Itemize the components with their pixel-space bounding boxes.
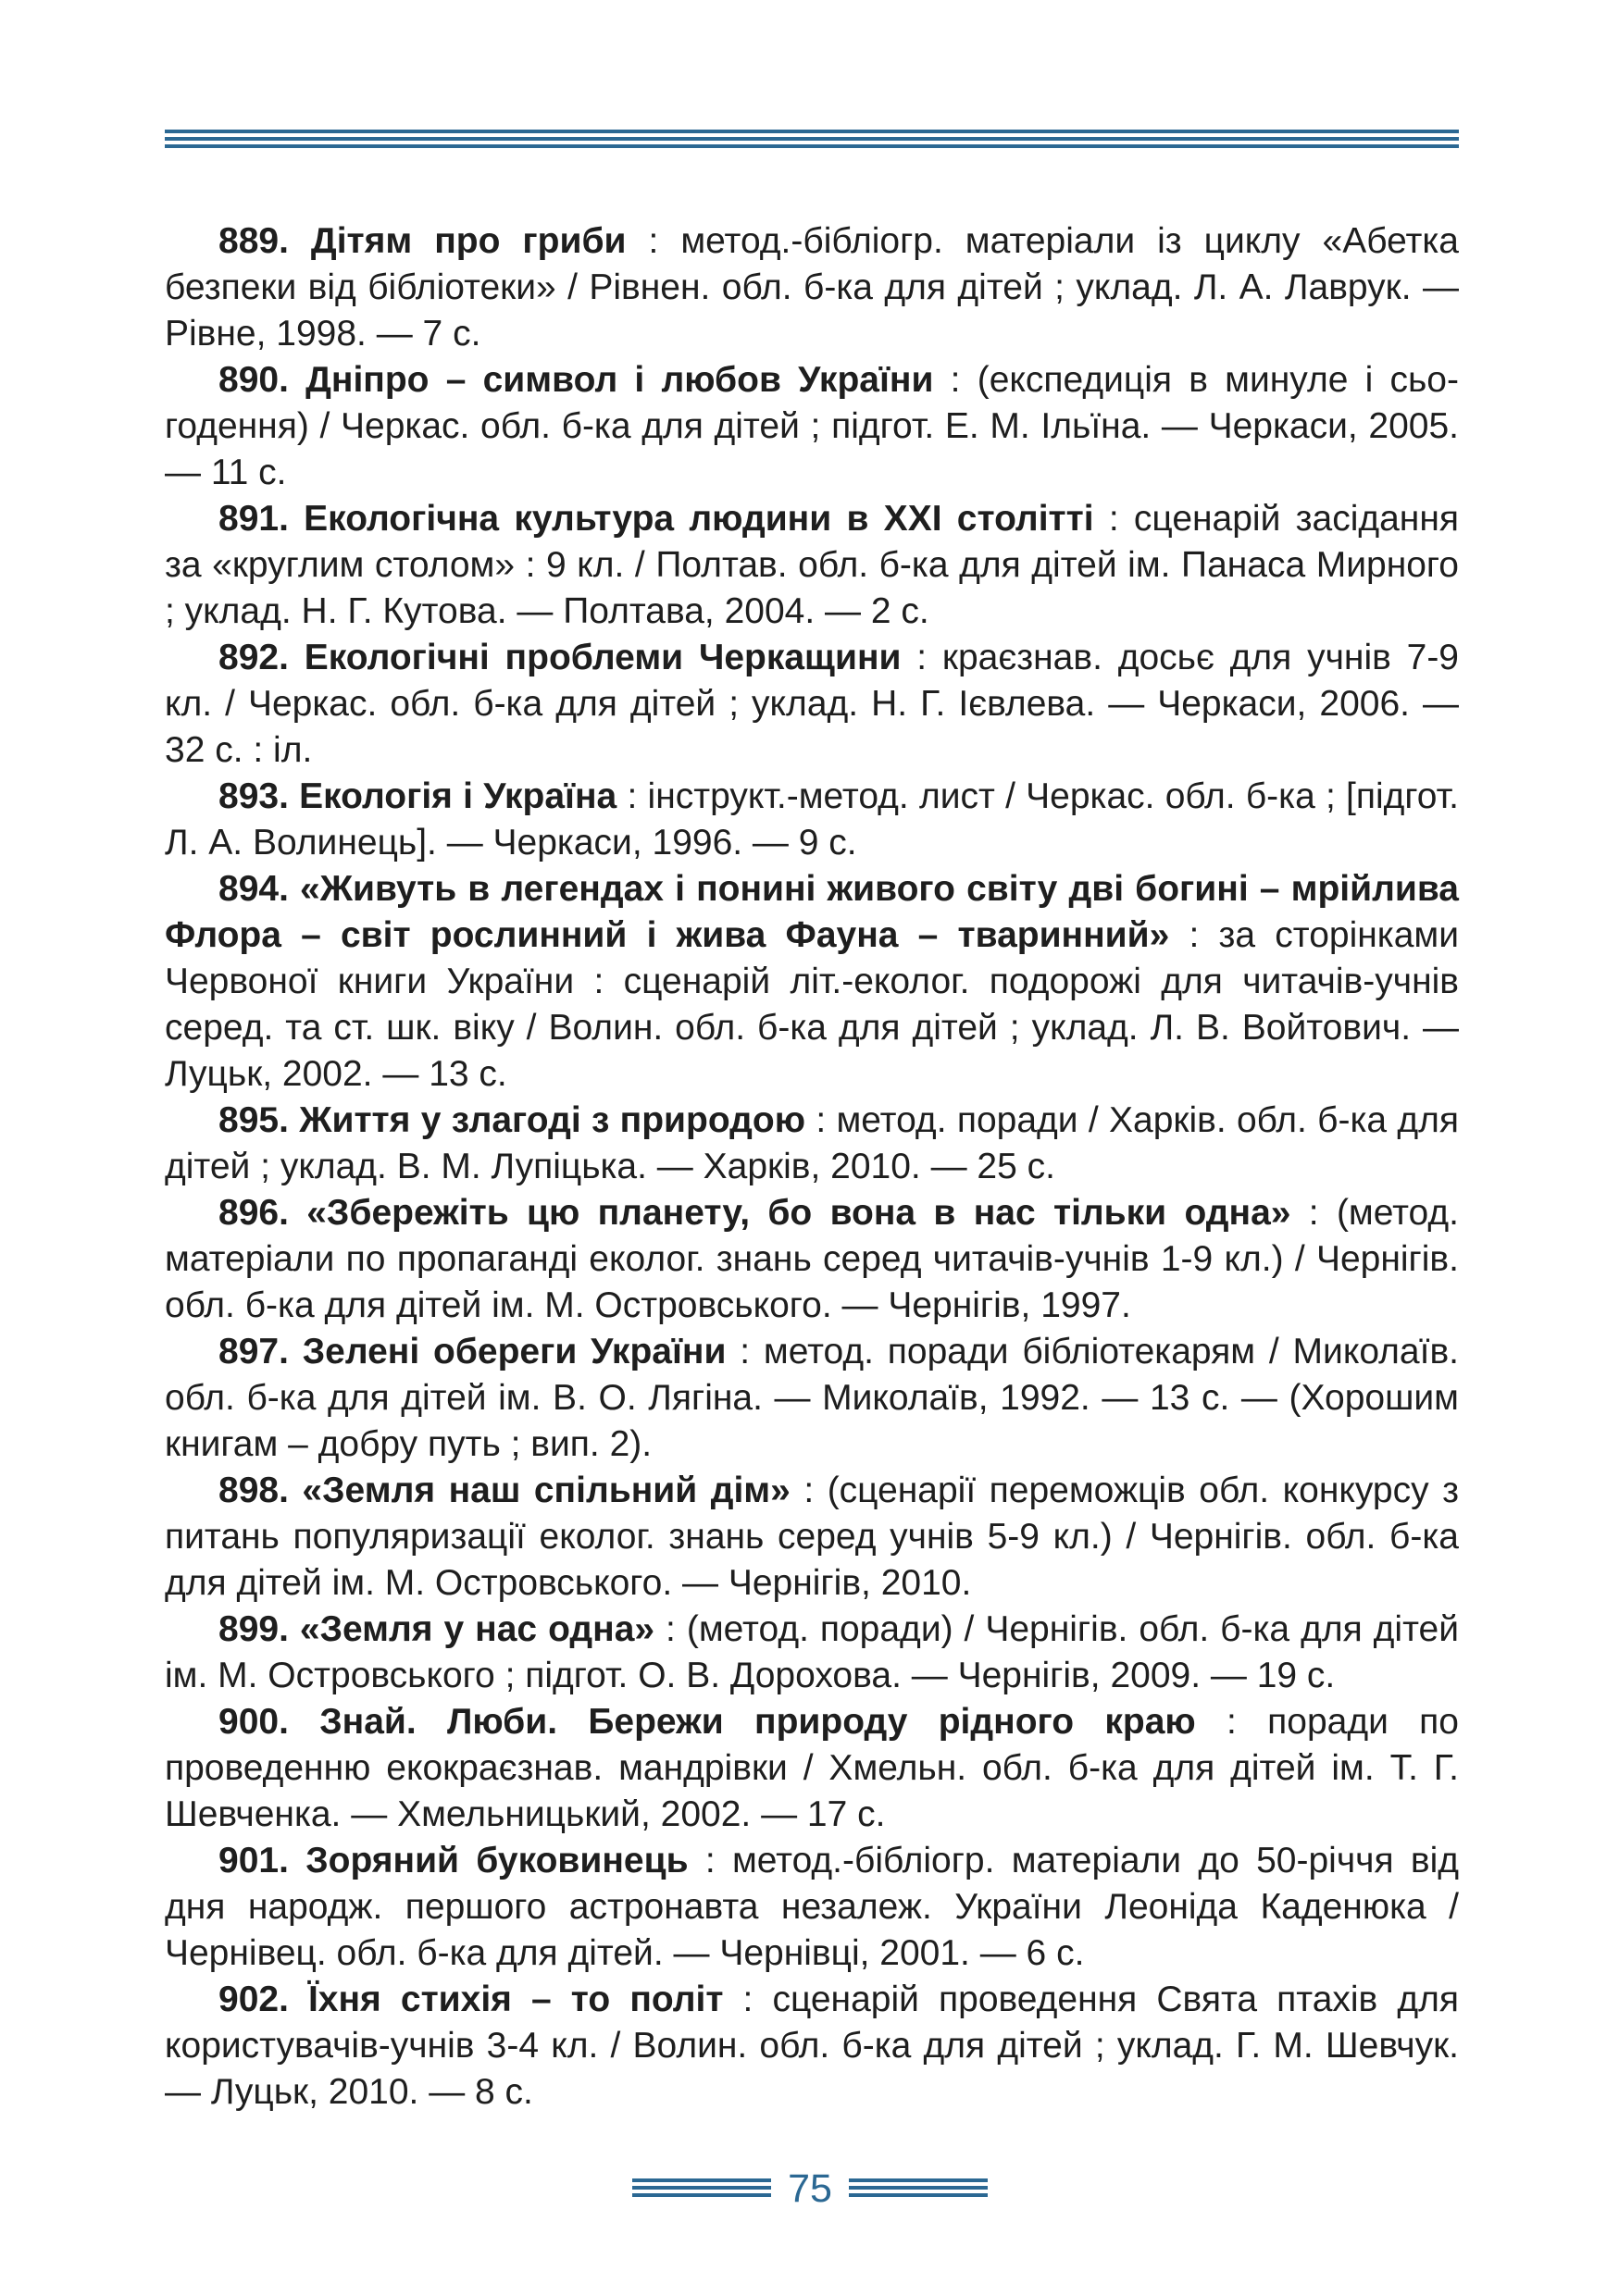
bibliography-entry <box>165 1468 1459 1607</box>
entry-description: : (метод. поради) / Чернігів. обл. б-ка для дітей ім. М. Островського ; підгот. О. В. Дорохова. — Чернігів, 2009. — 19 с. <box>165 1609 1459 1695</box>
bibliography-list <box>165 218 1459 2116</box>
entry-heading <box>218 360 933 400</box>
bibliography-entry <box>165 357 1459 496</box>
entry-title: «Збережіть цю планету, бо вона в нас тільки одна» <box>306 1193 1291 1233</box>
entry-description: : метод.-бібліогр. матеріали із циклу «Абетка безпеки від бібліотеки» / Рівнен. обл. б-ка для дітей ; уклад. Л. А. Лаврук. — Рівне, 1998. — 7 с. <box>165 221 1459 354</box>
bibliography-entry <box>165 635 1459 774</box>
entry-number: 899. <box>218 1609 289 1649</box>
entry-description: : за сторінками Червоної книги України : сценарій літ.-еколог. подорожі для читачів-учнів серед. та ст. шк. віку / Волин. обл. б-ка для дітей ; уклад. Л. В. Войтович. — Луцьк, 2002. — 13 с. <box>165 915 1459 1094</box>
entry-heading <box>218 499 1094 539</box>
entry-description: : сценарій проведення Свята птахів для користувачів-учнів 3-4 кл. / Волин. обл. б-ка для дітей ; уклад. Г. М. Шевчук. — Луцьк, 2010. — 8 с. <box>165 1980 1459 2112</box>
entry-heading <box>218 1702 1196 1742</box>
entry-title: Зоряний буковинець <box>305 1841 689 1880</box>
header-rule <box>165 130 1459 148</box>
bibliography-entry <box>165 866 1459 1098</box>
entry-heading <box>218 638 901 677</box>
entry-number: 900. <box>218 1702 289 1742</box>
entry-title: Екологічна культура людини в XXI столітті <box>304 499 1094 539</box>
entry-description: : сценарій засідання за «круглим столом» : 9 кл. / Полтав. обл. б-ка для дітей ім. Панаса Мирного ; уклад. Н. Г. Кутова. — Полтава, 2004. — 2 с. <box>165 499 1460 631</box>
entry-heading <box>218 1471 791 1510</box>
entry-number: 895. <box>218 1100 289 1140</box>
entry-description: : інструкт.-метод. лист / Черкас. обл. б-ка ; [підгот. Л. А. Волинець]. — Черкаси, 1996. — 9 с. <box>165 776 1459 863</box>
entry-heading <box>218 1980 723 2019</box>
entry-heading <box>218 1332 726 1371</box>
entry-description: : (метод. матеріали по пропаганді еколог. знань серед читачів-учнів 1-9 кл.) / Чернігів. обл. б-ка для дітей ім. М. Островського. — Чернігів, 1997. <box>165 1193 1459 1325</box>
bibliography-entry <box>165 218 1459 357</box>
entry-number: 894. <box>218 869 289 909</box>
bibliography-entry <box>165 774 1459 866</box>
entry-number: 893. <box>218 776 289 816</box>
bibliography-entry <box>165 1607 1459 1699</box>
page-footer <box>0 2166 1619 2217</box>
entry-number: 890. <box>218 360 289 400</box>
entry-title: Зелені обереги України <box>302 1332 727 1371</box>
entry-title: Екологічні проблеми Черкащини <box>304 638 902 677</box>
entry-description: : метод. поради / Харків. обл. б-ка для дітей ; уклад. В. М. Лупіцька. — Харків, 2010. — 25 с. <box>165 1100 1460 1186</box>
entry-title: Їхня стихія – то політ <box>308 1980 724 2019</box>
entry-description: : метод.-бібліогр. матеріали до 50-річчя від дня народж. першого астронавта незалеж. України Леоніда Каденюка / Чернівец. обл. б-ка для дітей. — Чернівці, 2001. — 6 с. <box>165 1841 1459 1973</box>
entry-heading <box>218 1841 689 1880</box>
entry-number: 897. <box>218 1332 289 1371</box>
entry-title: Дітям про гриби <box>310 221 627 261</box>
bibliography-entry <box>165 496 1459 635</box>
entry-heading <box>218 1609 654 1649</box>
entry-heading <box>218 221 627 261</box>
entry-heading <box>218 1193 1290 1233</box>
entry-number: 889. <box>218 221 289 261</box>
footer-rule-left <box>632 2178 771 2197</box>
bibliography-entry <box>165 1329 1459 1468</box>
bibliography-entry <box>165 1098 1459 1190</box>
entry-description: : метод. поради бібліотекарям / Миколаїв. обл. б-ка для дітей ім. В. О. Лягіна. — Миколаїв, 1992. — 13 с. — (Хорошим книгам – добру путь ; вип. 2). <box>165 1332 1459 1464</box>
bibliography-entry <box>165 1699 1459 1838</box>
entry-number: 902. <box>218 1980 289 2019</box>
entry-description: : поради по проведенню екокраєзнав. мандрівки / Хмельн. обл. б-ка для дітей ім. Т. Г. Шевченка. — Хмельницький, 2002. — 17 с. <box>165 1702 1459 1834</box>
bibliography-entry <box>165 1190 1459 1329</box>
entry-description: : (сценарії переможців обл. конкурсу з питань популяризації еколог. знань серед учнів 5-9 кл.) / Чернігів. обл. б-ка для дітей ім. М. Островського. — Чернігів, 2010. <box>165 1471 1459 1603</box>
entry-title: «Земля наш спільний дім» <box>302 1471 791 1510</box>
entry-number: 891. <box>218 499 289 539</box>
entry-description: : краєзнав. досьє для учнів 7-9 кл. / Черкас. обл. б-ка для дітей ; уклад. Н. Г. Ієвлева. — Черкаси, 2006. — 32 с. : іл. <box>165 638 1459 770</box>
entry-heading <box>218 776 616 816</box>
entry-title: «Земля у нас одна» <box>299 1609 655 1649</box>
page-number: 75 <box>788 2166 832 2211</box>
entry-number: 901. <box>218 1841 289 1880</box>
entry-title: «Живуть в легендах і понині живого світу дві богині – мрійлива Флора – світ рослинний і жива Фауна – тваринний» <box>165 869 1459 955</box>
entry-heading <box>218 1100 805 1140</box>
bibliography-entry <box>165 1838 1459 1977</box>
entry-number: 892. <box>218 638 289 677</box>
bibliography-entry <box>165 1977 1459 2116</box>
entry-title: Життя у злагоді з природою <box>299 1100 806 1140</box>
entry-title: Знай. Люби. Бережи природу рідного краю <box>319 1702 1196 1742</box>
entry-title: Екологія і Україна <box>299 776 617 816</box>
entry-description: : (експедиція в минуле і сьогодення) / Черкас. обл. б-ка для дітей ; підгот. Е. М. Ільїна. — Черкаси, 2005. — 11 с. <box>165 360 1459 492</box>
entry-title: Дніпро – символ і любов України <box>305 360 934 400</box>
entry-number: 898. <box>218 1471 289 1510</box>
entry-number: 896. <box>218 1193 289 1233</box>
footer-rule-right <box>849 2178 988 2197</box>
